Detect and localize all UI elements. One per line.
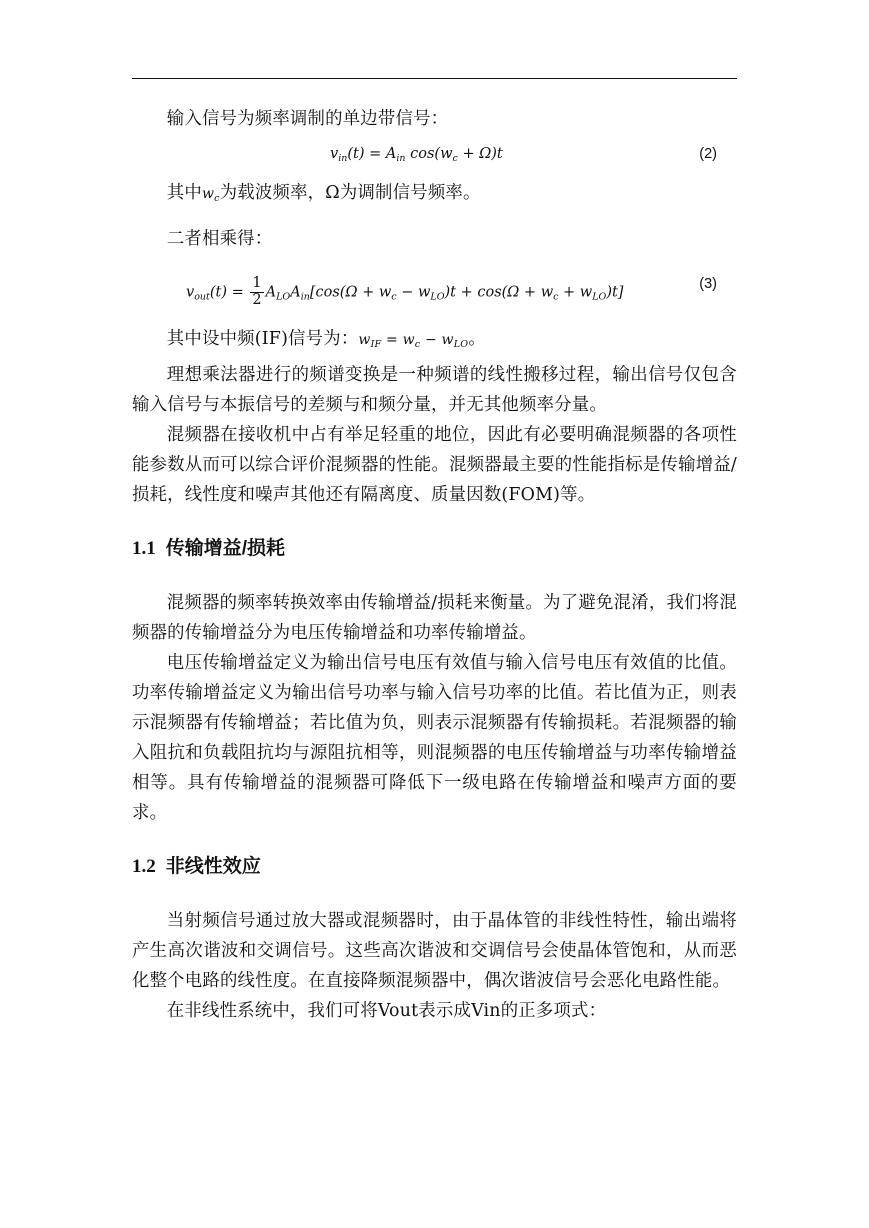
paragraph-ideal-multiplier: 理想乘法器进行的频谱变换是一种频谱的线性搬移过程，输出信号仅包含输入信号与本振信号的差频与和频分量，并无其他频率分量。 bbox=[132, 365, 737, 415]
paragraph-gain-definition: 电压传输增益定义为输出信号电压有效值与输入信号电压有效值的比值。功率传输增益定义为输出信号功率与输入信号功率的比值。若比值为正，则表示混频器有传输增益；若比值为负，则表示混频器有传输损耗。若混频器的输入阻抗和负载阻抗均与源阻抗相等，则混频器的电压传输增益与功率传输增益相等。具有传输增益的混频器可降低下一级电路在传输增益和噪声方面的要求。 bbox=[132, 653, 737, 823]
equation-3 bbox=[132, 254, 737, 324]
equation-2 bbox=[132, 134, 737, 178]
equation-3-fraction: $\frac{1}{2}$ bbox=[252, 275, 262, 308]
paragraph-input-signal: 输入信号为频率调制的单边带信号： bbox=[166, 109, 449, 129]
section-heading-1-1: 1.1 传输增益/损耗 bbox=[132, 538, 286, 559]
equation-3-expression: $v_{out}(t)$ = $\frac{1}{2}$ $A_{LO}A_{in}[\cos(\Omega + w_c - w_{LO})t + \cos(\Omega + w_c + w_{LO})t]$ bbox=[186, 275, 624, 308]
document-page bbox=[132, 104, 737, 1026]
equation-3-number: (3) bbox=[699, 276, 717, 292]
header-rule bbox=[132, 78, 737, 79]
paragraph-product: 二者相乘得： bbox=[166, 229, 273, 249]
paragraph-nonlinear-effects: 当射频信号通过放大器或混频器时，由于晶体管的非线性特性，输出端将产生高次谐波和交调信号。这些高次谐波和交调信号会使晶体管饱和，从而恶化整个电路的线性度。在直接降频混频器中，偶次谐波信号会恶化电路性能。 bbox=[132, 911, 737, 991]
paragraph-polynomial: 在非线性系统中，我们可将Vout表示成Vin的正多项式： bbox=[166, 1001, 607, 1021]
paragraph-conversion-efficiency: 混频器的频率转换效率由传输增益/损耗来衡量。为了避免混淆，我们将混频器的传输增益分为电压传输增益和功率传输增益。 bbox=[132, 593, 737, 643]
paragraph-mixer-role: 混频器在接收机中占有举足轻重的地位，因此有必要明确混频器的各项性能参数从而可以综合评价混频器的性能。混频器最主要的性能指标是传输增益/损耗，线性度和噪声其他还有隔离度、质量因数(FOM)等。 bbox=[132, 425, 737, 505]
section-heading-1-2: 1.2 非线性效应 bbox=[132, 856, 261, 877]
equation-2-expression: $v_{in}(t) = A_{in}$ $\cos(w_c + \Omega)t$ bbox=[330, 146, 503, 164]
equation-2-number: (2) bbox=[699, 146, 717, 162]
paragraph-carrier-definition: 其中$w_c$为载波频率，Ω为调制信号频率。 bbox=[166, 183, 481, 204]
paragraph-if-definition: 其中设中频(IF)信号为：$w_{IF} = w_c - w_{LO}$。 bbox=[166, 329, 486, 350]
